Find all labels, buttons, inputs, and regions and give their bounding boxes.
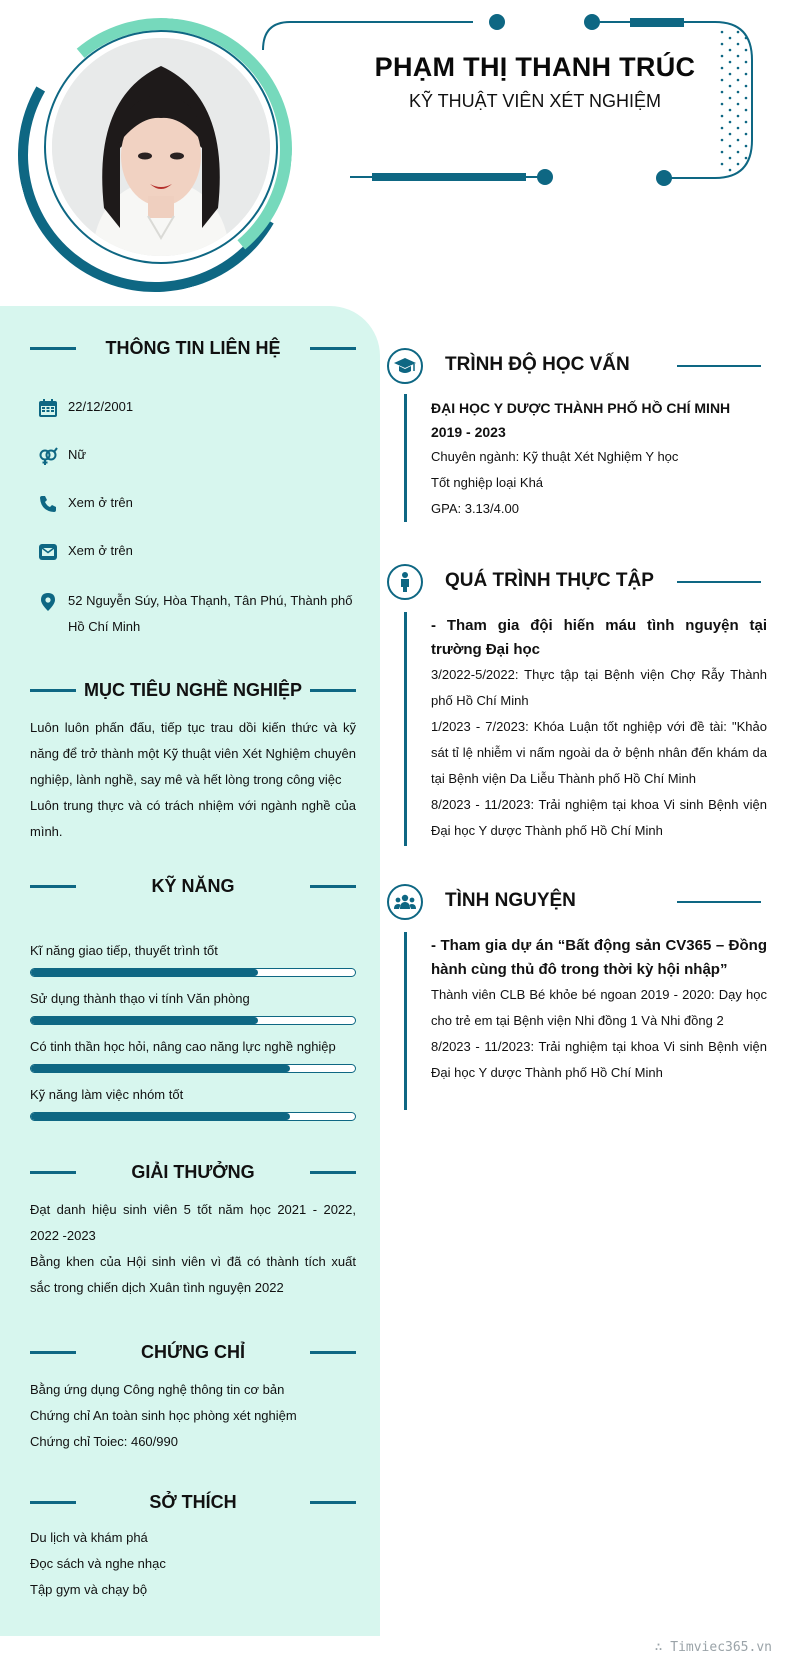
- internship-body: [404, 612, 767, 846]
- title-line-right: [310, 1171, 356, 1174]
- skill-label: Sử dụng thành thạo vi tính Văn phòng: [30, 991, 250, 1006]
- section-heading: TRÌNH ĐỘ HỌC VẤN: [445, 354, 630, 375]
- skill-bar: [30, 968, 356, 977]
- skill-bar-fill: [31, 1017, 258, 1024]
- skill-bar-fill: [31, 1113, 290, 1120]
- title-line-right: [310, 885, 356, 888]
- awards-section-title: [30, 1160, 356, 1184]
- section-heading: SỞ THÍCH: [149, 1492, 237, 1512]
- title-line-left: [30, 1171, 76, 1174]
- envelope-icon: [38, 542, 58, 562]
- skill-bar-fill: [31, 1065, 290, 1072]
- section-heading: THÔNG TIN LIÊN HỆ: [105, 338, 281, 358]
- education-rank: Tốt nghiệp loại Khá: [431, 475, 544, 490]
- certificate-item: Bằng ứng dụng Công nghệ thông tin cơ bản: [30, 1382, 285, 1397]
- section-heading: CHỨNG CHỈ: [141, 1342, 245, 1362]
- skill-bar: [30, 1064, 356, 1073]
- section-heading: MỤC TIÊU NGHỀ NGHIỆP: [83, 680, 302, 700]
- map-pin-icon: [38, 592, 58, 612]
- volunteer-headline: - Tham gia dự án “Bất động sản CV365 – Đồng hành cùng thủ đô trong thời kỳ hội nhập”: [431, 937, 767, 978]
- candidate-role: KỸ THUẬT VIÊN XÉT NGHIỆM: [408, 91, 662, 111]
- skill-item: [30, 991, 356, 1025]
- candidate-name: PHẠM THỊ THANH TRÚC: [374, 52, 696, 82]
- title-line-left: [30, 1351, 76, 1354]
- title-line-right: [310, 1351, 356, 1354]
- title-line-left: [30, 689, 76, 692]
- internship-item: 1/2023 - 7/2023: Khóa Luận tốt nghiệp với đề tài: "Khảo sát tỉ lệ nhiễm vi nấm ngoài da ở bệnh nhân đến khám da tại Bệnh viện Da Liễu Thành phố Hồ Chí Minh: [431, 719, 767, 786]
- cv-header: [0, 0, 800, 300]
- title-line-right: [310, 1501, 356, 1504]
- school-years: 2019 - 2023: [431, 424, 506, 440]
- internship-item: 3/2022-5/2022: Thực tập tại Bệnh viện Chợ Rẫy Thành phố Hồ Chí Minh: [431, 667, 767, 708]
- title-line-left: [30, 1501, 76, 1504]
- title-line-right: [310, 347, 356, 350]
- skill-bar-fill: [31, 969, 258, 976]
- skills-section-title: [30, 874, 356, 898]
- graduation-cap-icon: [387, 348, 423, 384]
- title-line-left: [30, 885, 76, 888]
- section-heading: KỸ NĂNG: [151, 876, 235, 896]
- objective-paragraph-1: Luôn luôn phấn đấu, tiếp tục trau dồi kiến thức và kỹ năng để trở thành một Kỹ thuật viên Xét Nghiệm chuyên nghiệp, lành nghề, say mê và hết lòng trong công việc: [30, 720, 356, 787]
- email-value: Xem ở trên: [68, 543, 133, 558]
- award-item-1: Đạt danh hiệu sinh viên 5 tốt năm học 2021 - 2022, 2022 -2023: [30, 1202, 356, 1243]
- section-heading: TÌNH NGUYỆN: [445, 890, 576, 911]
- address-value: 52 Nguyễn Súy, Hòa Thạnh, Tân Phú, Thành phố Hồ Chí Minh: [68, 593, 353, 634]
- skill-label: Kĩ năng giao tiếp, thuyết trình tốt: [30, 943, 218, 958]
- phone-value: Xem ở trên: [68, 495, 133, 510]
- contact-section-title: [30, 336, 356, 360]
- school-name: ĐẠI HỌC Y DƯỢC THÀNH PHỐ HỒ CHÍ MINH: [431, 400, 731, 416]
- birthday-value: 22/12/2001: [68, 399, 134, 414]
- skill-bar: [30, 1016, 356, 1025]
- phone-icon: [38, 494, 58, 514]
- title-line-right: [677, 365, 761, 367]
- education-major: Chuyên ngành: Kỹ thuật Xét Nghiệm Y học: [431, 449, 679, 464]
- gender-icon: [38, 446, 58, 466]
- objective-section-title: [30, 678, 356, 702]
- title-line-right: [310, 689, 356, 692]
- certificates-list: [30, 1377, 356, 1455]
- certificates-section-title: [30, 1340, 356, 1364]
- volunteer-item: 8/2023 - 11/2023: Trải nghiệm tại khoa Vi sinh Bệnh viện Đại học Y dược Thành phố Hồ Chí Minh: [431, 1039, 767, 1080]
- section-heading: GIẢI THƯỞNG: [131, 1162, 255, 1182]
- title-line-left: [30, 347, 76, 350]
- skill-label: Có tinh thần học hỏi, nâng cao năng lực nghề nghiệp: [30, 1039, 336, 1054]
- hobby-item: Đọc sách và nghe nhạc: [30, 1556, 166, 1571]
- skill-item: [30, 1039, 356, 1073]
- title-line-right: [677, 901, 761, 903]
- education-body: [404, 394, 767, 522]
- person-icon: [387, 564, 423, 600]
- hobby-item: Du lịch và khám phá: [30, 1530, 148, 1545]
- hobby-item: Tập gym và chạy bộ: [30, 1582, 148, 1597]
- certificate-item: Chứng chỉ Toiec: 460/990: [30, 1434, 178, 1449]
- internship-item: 8/2023 - 11/2023: Trải nghiệm tại khoa Vi sinh Bệnh viện Đại học Y dược Thành phố Hồ Chí Minh: [431, 797, 767, 838]
- group-icon: [387, 884, 423, 920]
- watermark: ∴ Timviec365.vn: [654, 1640, 772, 1655]
- skill-label: Kỹ năng làm việc nhóm tốt: [30, 1087, 184, 1102]
- hobbies-list: [30, 1525, 356, 1603]
- skill-item: [30, 943, 356, 977]
- awards-text: [30, 1197, 356, 1301]
- profile-photo: [52, 38, 270, 256]
- objective-paragraph-2: Luôn trung thực và có trách nhiệm với ngành nghề của mình.: [30, 798, 356, 839]
- hobbies-section-title: [30, 1490, 356, 1514]
- objective-text: [30, 715, 356, 845]
- award-item-2: Bằng khen của Hội sinh viên vì đã có thành tích xuất sắc trong chiến dịch Xuân tình nguyện 2022: [30, 1254, 356, 1295]
- calendar-icon: [38, 398, 58, 418]
- volunteer-item: Thành viên CLB Bé khỏe bé ngoan 2019 - 2020: Dạy học cho trẻ em tại Bệnh viện Nhi đồng 1 Và Nhi đồng 2: [431, 987, 767, 1028]
- internship-headline: - Tham gia đội hiến máu tình nguyện tại trường Đại học: [431, 617, 767, 658]
- skill-bar: [30, 1112, 356, 1121]
- section-heading: QUÁ TRÌNH THỰC TẬP: [445, 570, 654, 591]
- skill-item: [30, 1087, 356, 1121]
- volunteer-body: [404, 932, 767, 1110]
- certificate-item: Chứng chỉ An toàn sinh học phòng xét nghiệm: [30, 1408, 297, 1423]
- gender-value: Nữ: [68, 447, 87, 462]
- title-line-right: [677, 581, 761, 583]
- education-gpa: GPA: 3.13/4.00: [431, 501, 519, 516]
